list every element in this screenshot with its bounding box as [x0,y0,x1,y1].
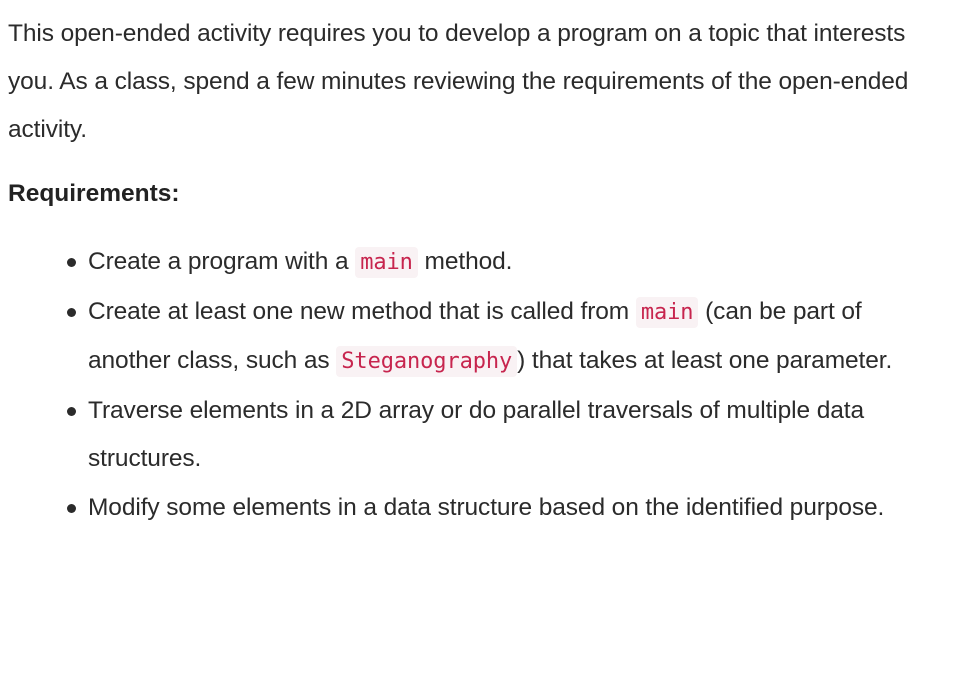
bullet-icon [67,407,76,416]
requirements-heading: Requirements: [8,180,180,207]
list-item-text: method. [417,248,513,275]
list-item-text: Traverse elements in a 2D array or do parallel traversals of multiple data structures. [88,396,865,472]
list-item-text: Create a program with a [88,248,356,275]
code-steganography: Steganography [336,346,517,377]
list-item-text: (can be part of another class, such as [88,297,862,374]
list-item-text: ) that takes at least one parameter. [517,347,893,374]
code-main: main [636,297,699,328]
list-item-text: Modify some elements in a data structure based on the identified purpose. [88,493,885,521]
code-main: main [355,247,418,278]
bullet-icon [67,258,76,267]
list-item [88,484,952,533]
list-item [88,288,952,387]
list-item [88,238,952,288]
intro-paragraph: This open-ended activity requires you to develop a program on a topic that interests you. As a class, spend a few minutes reviewing the requirements of the open-ended activity. [8,20,909,143]
list-item [88,387,952,484]
list-item-text: Create at least one new method that is called from [88,297,636,325]
bullet-icon [67,308,76,317]
bullet-icon [67,504,76,513]
requirements-list [8,238,952,532]
